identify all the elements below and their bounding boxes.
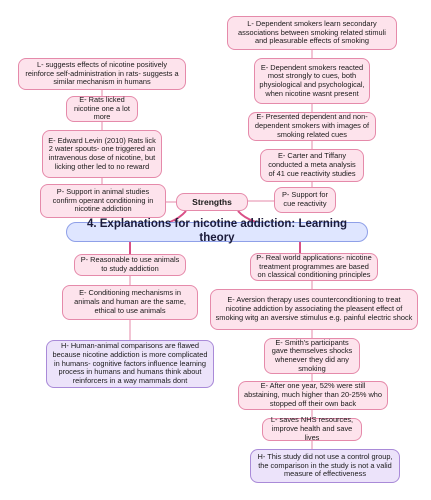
node-rats-reinforce-link: L- suggests effects of nicotine positively reinforce self-administration in rats- suggests a similar mechanism in humans — [18, 58, 186, 90]
node-reasonable-animals: P- Reasonable to use animals to study addiction — [74, 254, 186, 276]
node-human-animal-flawed: H- Human-animal comparisons are flawed because nicotine addiction is more complicated in humans- cognitive factors influence learning process in humans and humans think about reinforcers in a way mammals dont — [46, 340, 214, 388]
central-topic: 4. Explanations for nicotine addiction: Learning theory — [66, 222, 368, 242]
node-cue-reactivity-support: P- Support for cue reactivity — [274, 187, 336, 213]
node-no-control-group: H- This study did not use a control group, the comparison in the study is not a valid measure of effectiveness — [250, 449, 400, 483]
node-edward-levin-study: E- Edward Levin (2010) Rats lick 2 water spouts- one triggered an intravenous dose of nicotine, but licking other led to no reward — [42, 130, 162, 178]
node-secondary-associations: L- Dependent smokers learn secondary associations between smoking related stimuli and pleasurable effects of smoking — [227, 16, 397, 50]
node-real-world-applications: P- Real world applications- nicotine treatment programmes are based on classical conditioning principles — [250, 253, 378, 281]
node-presented-images: E- Presented dependent and non-dependent smokers with images of smoking related cues — [248, 112, 376, 141]
node-conditioning-mechanisms: E- Conditioning mechanisms in animals and human are the same, ethical to use animals — [62, 285, 198, 320]
node-dependent-smokers-cues: E- Dependent smokers reacted most strongly to cues, both physiological and psychological, when nicotine wasnt present — [254, 58, 370, 104]
node-rats-licked-nicotine: E- Rats licked nicotine one a lot more — [66, 96, 138, 122]
node-animal-studies-support: P- Support in animal studies confirm operant conditioning in nicotine addiction — [40, 184, 166, 218]
node-smith-shocks: E- Smith's participants gave themselves shocks whenever they did any smoking — [264, 338, 360, 374]
strengths-label: Strengths — [176, 193, 248, 211]
node-saves-nhs: L- saves NHS resources, improve health and save lives — [262, 418, 362, 441]
node-aversion-therapy: E- Aversion therapy uses counterconditioning to treat nicotine addiction by associating the pleasent effect of smoking witg an aversive stimulus e.g. painful electric shock — [210, 289, 418, 330]
node-carter-tiffany: E- Carter and Tiffany conducted a meta analysis of 41 cue reactivity studies — [260, 149, 364, 182]
node-after-one-year: E- After one year, 52% were still abstaining, much higher than 20-25% who stopped off their own back — [238, 381, 388, 410]
